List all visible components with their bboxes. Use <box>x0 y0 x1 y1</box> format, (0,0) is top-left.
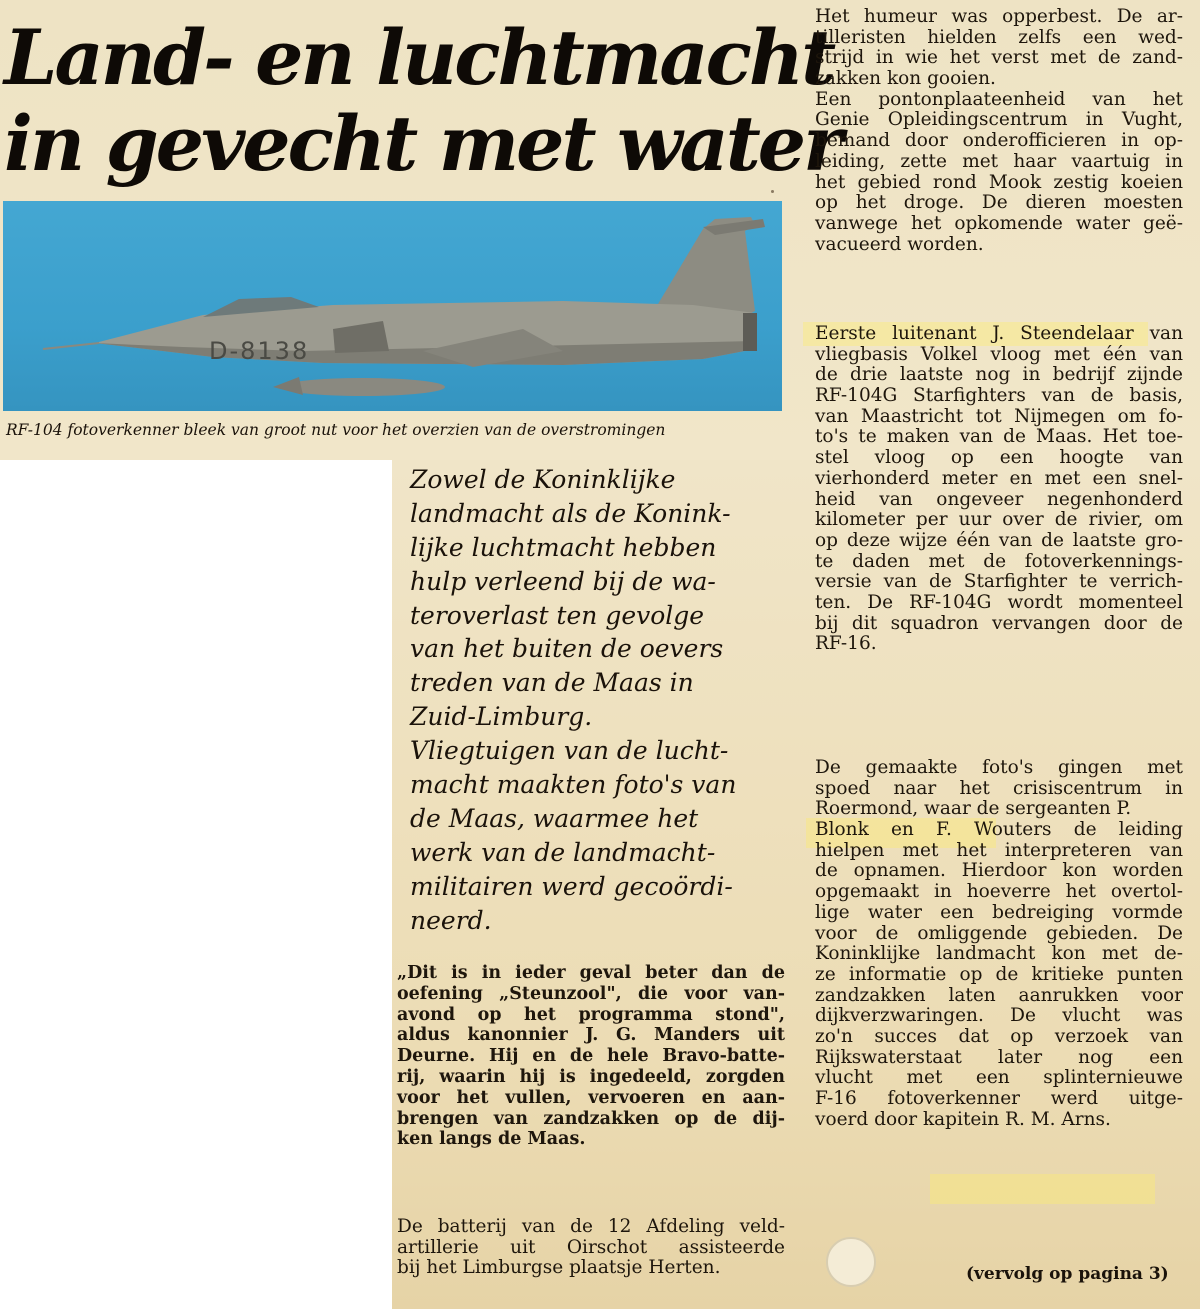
right-column-paragraph-3 <box>815 758 1183 1130</box>
col-right-2-line: heid van ongeveer negenhonderd <box>815 488 1183 510</box>
col-right-2-line: te daden met de fotoverkennings- <box>815 550 1183 572</box>
intro-line: militairen werd gecoördi- <box>410 871 733 901</box>
quote-line: rij, waarin hij is ingedeeld, zorgden <box>397 1066 785 1087</box>
right-column-paragraph-2 <box>815 324 1183 655</box>
headline-line-1: Land- en luchtmacht <box>4 13 834 102</box>
quote-line: aldus kanonnier J. G. Manders uit <box>397 1025 785 1046</box>
col-right-2-line: van Maastricht tot Nijmegen om fo- <box>815 405 1183 427</box>
col-right-1-line: vacueerd worden. <box>815 233 984 255</box>
quote-line: ken langs de Maas. <box>397 1129 586 1150</box>
intro-line: lijke luchtmacht hebben <box>410 532 717 562</box>
col-right-2-line: RF-16. <box>815 633 877 655</box>
col-right-3-line: Roermond, waar de sergeanten P. <box>815 798 1132 820</box>
col-right-2-line: bij dit squadron vervangen door de <box>815 612 1183 634</box>
col-right-3-line: hielpen met het interpreteren van <box>815 839 1183 861</box>
col-right-3-line: opgemaakt in hoeverre het overtol- <box>815 881 1183 903</box>
col-right-3-line: Rijkswaterstaat later nog een <box>815 1046 1183 1068</box>
intro-line: neerd. <box>410 905 492 935</box>
intro-line: werk van de landmacht- <box>410 837 716 867</box>
col-right-3-line: ze informatie op de kritieke punten <box>815 963 1183 985</box>
col-right-2-line: vliegbasis Volkel vloog met één van <box>815 343 1183 365</box>
col-right-1-line: Genie Opleidingscentrum in Vught, <box>815 109 1183 131</box>
col-right-2-line: op deze wijze één van de laatste gro- <box>815 529 1183 551</box>
quote-line: avond op het programma stond", <box>397 1004 785 1025</box>
col-right-3-line: De gemaakte foto's gingen met <box>815 757 1183 778</box>
intro-line: Vliegtuigen van de lucht- <box>410 736 729 766</box>
quote-line: Deurne. Hij en de hele Bravo-batte- <box>397 1046 785 1067</box>
col-right-3-line: zandzakken laten aanrukken voor <box>815 984 1183 1006</box>
col-right-1-line: het gebied rond Mook zestig koeien <box>815 171 1183 193</box>
intro-line: Zuid-Limburg. <box>410 702 593 732</box>
intro-line: teroverlast ten gevolge <box>410 600 705 630</box>
starfighter-photo <box>3 201 782 411</box>
col-right-3-line: Koninklijke landmacht kon met de- <box>815 943 1183 965</box>
batterij-paragraph <box>397 1217 785 1279</box>
col-right-1-line: bemand door onderofficieren in op- <box>815 130 1183 152</box>
col-right-1-line: tilleristen hielden zelfs een wed- <box>815 26 1183 48</box>
col-right-1-line: op het droge. De dieren moesten <box>815 192 1183 214</box>
col-right-3-line: lige water een bedreiging vormde <box>815 901 1183 923</box>
intro-line: macht maakten foto's van <box>410 770 737 800</box>
col-right-1-line: zakken kon gooien. <box>815 68 996 90</box>
col-right-3-line: de opnamen. Hierdoor kon worden <box>815 860 1183 882</box>
quote-line: brengen van zandzakken op de dij- <box>397 1108 785 1129</box>
col-right-3-line: voor de omliggende gebieden. De <box>815 922 1183 944</box>
marker-highlight <box>930 1174 1155 1204</box>
batterij-line: artillerie uit Oirschot assisteerde <box>397 1236 785 1258</box>
col-right-3-line: vlucht met een splinternieuwe <box>815 1067 1183 1089</box>
col-right-3-line: dijkverzwaringen. De vlucht was <box>815 1005 1183 1027</box>
intro-paragraph <box>410 463 780 937</box>
tail-number: D-8138 <box>209 337 310 365</box>
intro-line: treden van de Maas in <box>410 668 694 698</box>
right-column-paragraph-1 <box>815 7 1183 255</box>
col-right-2-line: to's te maken van de Maas. Het toe- <box>815 426 1183 448</box>
col-right-2-line: versie van de Starfighter te verrich- <box>815 571 1183 593</box>
col-right-3-line: F-16 fotoverkenner werd uitge- <box>815 1088 1183 1109</box>
photo-caption: RF-104 fotoverkenner bleek van groot nut voor het overzien van de overstromingen <box>6 421 666 439</box>
quote-line: oefening „Steunzool", die voor van- <box>397 983 785 1004</box>
col-right-1-line: Een pontonplaateenheid van het <box>815 88 1183 110</box>
col-right-1-line: Het humeur was opperbest. De ar- <box>815 6 1183 27</box>
quote-line: voor het vullen, vervoeren en aan- <box>397 1087 785 1108</box>
starfighter-jet-illustration <box>3 201 782 411</box>
headline-line-2: in gevecht met water <box>4 99 841 188</box>
col-right-1-line: vanwege het opkomende water geë- <box>815 212 1183 234</box>
intro-line: de Maas, waarmee het <box>410 803 699 833</box>
col-right-2-line: ten. De RF-104G wordt momenteel <box>815 591 1183 613</box>
intro-line: van het buiten de oevers <box>410 634 724 664</box>
col-right-2-line: kilometer per uur over de rivier, om <box>815 509 1183 531</box>
batterij-line: bij het Limburgse plaatsje Herten. <box>397 1257 721 1279</box>
col-right-1-line: leiding, zette met haar vaartuig in <box>815 150 1183 172</box>
archive-stamp <box>826 1237 876 1287</box>
col-right-1-line: strijd in wie het verst met de zand- <box>815 47 1183 69</box>
quote-line: „Dit is in ieder geval beter dan de <box>397 963 785 983</box>
col-right-3-line: spoed naar het crisiscentrum in <box>815 777 1183 799</box>
col-right-3-line: Blonk en F. Wouters de leiding <box>815 819 1183 841</box>
col-right-2-line: RF-104G Starfighters van de basis, <box>815 385 1183 407</box>
col-right-2-line: de drie laatste nog in bedrijf zijnde <box>815 364 1183 386</box>
col-right-2-line: stel vloog op een hoogte van <box>815 447 1183 469</box>
intro-line: Zowel de Koninklijke <box>410 465 676 494</box>
print-speck <box>771 190 774 193</box>
col-right-3-line: voerd door kapitein R. M. Arns. <box>815 1108 1111 1130</box>
continued-on-page: (vervolg op pagina 3) <box>966 1264 1169 1284</box>
col-right-3-line: zo'n succes dat op verzoek van <box>815 1025 1183 1047</box>
intro-line: landmacht als de Konink- <box>410 498 731 528</box>
quote-paragraph <box>397 963 785 1150</box>
col-right-2-line: vierhonderd meter en met een snel- <box>815 467 1183 489</box>
intro-line: hulp verleend bij de wa- <box>410 566 716 596</box>
col-right-2-line: Eerste luitenant J. Steendelaar van <box>815 323 1183 344</box>
batterij-line: De batterij van de 12 Afdeling veld- <box>397 1216 785 1237</box>
